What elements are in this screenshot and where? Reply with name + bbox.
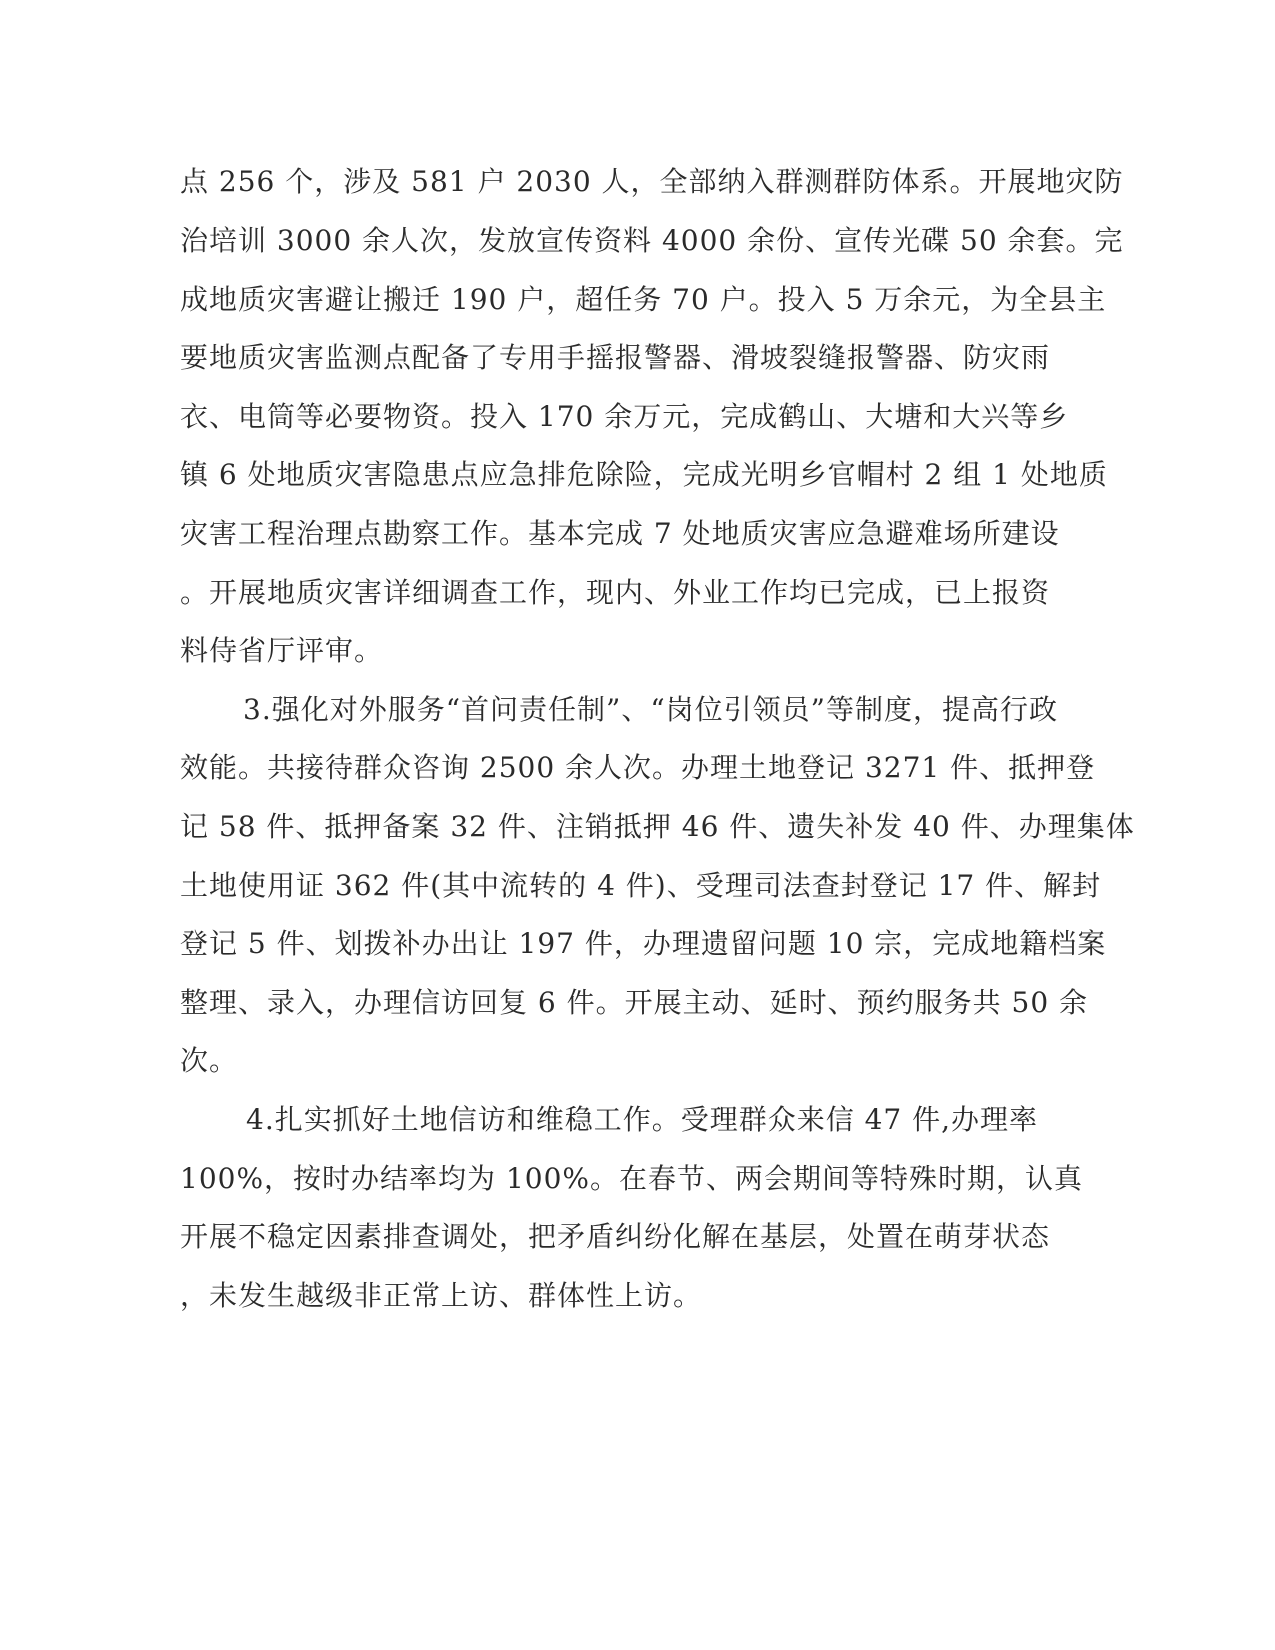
text-line: 开展不稳定因素排查调处，把矛盾纠纷化解在基层，处置在萌芽状态 [180, 1220, 1051, 1253]
text-line: 治培训 3000 余人次，发放宣传资料 4000 余份、宣传光碟 50 余套。完 [180, 224, 1124, 257]
text-line: 登记 5 件、划拨补办出让 197 件，办理遗留问题 10 宗，完成地籍档案 [180, 927, 1107, 960]
text-line: 记 58 件、抵押备案 32 件、注销抵押 46 件、遗失补发 40 件、办理集体 [180, 810, 1135, 843]
text-line: 整理、录入，办理信访回复 6 件。开展主动、延时、预约服务共 50 余 [180, 986, 1089, 1019]
text-line: 点 256 个，涉及 581 户 2030 人，全部纳入群测群防体系。开展地灾防 [180, 165, 1124, 198]
text-line: ，未发生越级非正常上访、群体性上访。 [180, 1279, 703, 1312]
text-line: 100%，按时办结率均为 100%。在春节、两会期间等特殊时期，认真 [180, 1162, 1084, 1195]
text-line: 要地质灾害监测点配备了专用手摇报警器、滑坡裂缝报警器、防灾雨 [180, 341, 1051, 374]
text-line: 效能。共接待群众咨询 2500 余人次。办理土地登记 3271 件、抵押登 [180, 751, 1096, 784]
text-line: 。开展地质灾害详细调查工作，现内、外业工作均已完成，已上报资 [180, 576, 1051, 609]
text-line: 衣、电筒等必要物资。投入 170 余万元，完成鹤山、大塘和大兴等乡 [180, 400, 1069, 433]
text-line: 灾害工程治理点勘察工作。基本完成 7 处地质灾害应急避难场所建设 [180, 517, 1060, 550]
text-line: 3.强化对外服务“首问责任制”、“岗位引领员”等制度，提高行政 [243, 693, 1058, 726]
text-line: 料侍省厅评审。 [180, 634, 384, 667]
text-line: 镇 6 处地质灾害隐患点应急排危除险，完成光明乡官帽村 2 组 1 处地质 [180, 458, 1108, 491]
text-line: 4.扎实抓好土地信访和维稳工作。受理群众来信 47 件,办理率 [246, 1103, 1039, 1136]
text-line: 次。 [180, 1044, 239, 1077]
text-line: 土地使用证 362 件(其中流转的 4 件)、受理司法查封登记 17 件、解封 [180, 869, 1102, 902]
text-line: 成地质灾害避让搬迁 190 户，超任务 70 户。投入 5 万余元，为全县主 [180, 283, 1107, 316]
